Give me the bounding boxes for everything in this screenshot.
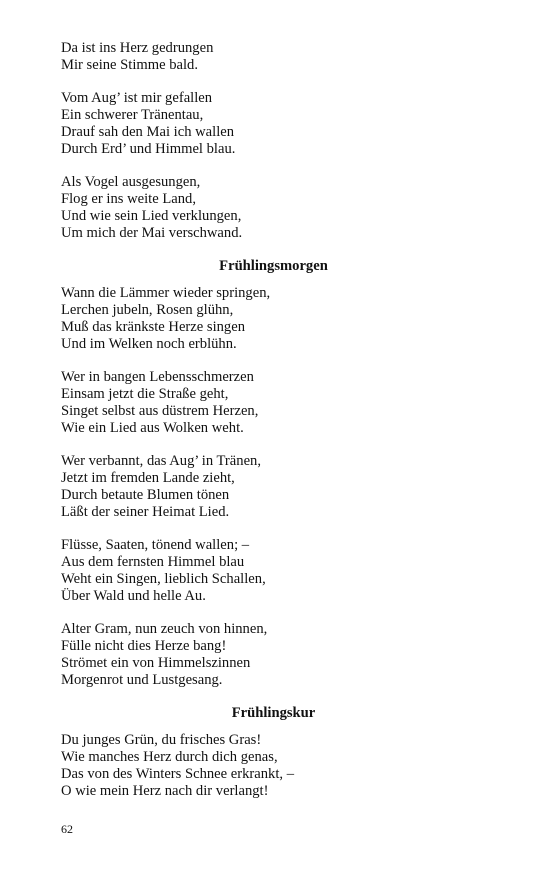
poem-line: Wann die Lämmer wieder springen, [61, 285, 271, 301]
stanza [61, 537, 486, 605]
poem-line: Lerchen jubeln, Rosen glühn, [61, 302, 234, 318]
stanza [61, 621, 486, 689]
poem-line: Muß das kränkste Herze singen [61, 319, 245, 335]
stanza [61, 453, 486, 521]
stanza [61, 285, 486, 353]
poem-line: Das von des Winters Schnee erkrankt, – [61, 766, 294, 782]
poem-line: Drauf sah den Mai ich wallen [61, 124, 235, 140]
poem-line: Als Vogel ausgesungen, [61, 174, 201, 190]
poem-line: Ein schwerer Tränentau, [61, 107, 204, 123]
poem-line: Und wie sein Lied verklungen, [61, 208, 242, 224]
poem-line: Aus dem fernsten Himmel blau [61, 554, 245, 570]
poem-content [61, 40, 486, 800]
stanza [61, 40, 486, 74]
poem-line: Wer in bangen Lebensschmerzen [61, 369, 254, 385]
poem-line: Singet selbst aus düstrem Herzen, [61, 403, 259, 419]
page-number: 62 [61, 822, 73, 836]
poem-title: Frühlingsmorgen [219, 258, 328, 274]
poem-line: Da ist ins Herz gedrungen [61, 40, 214, 56]
stanza [61, 732, 486, 800]
poem-line: Alter Gram, nun zeuch von hinnen, [61, 621, 268, 637]
poem-line: Durch Erd’ und Himmel blau. [61, 141, 236, 157]
poem-line: Um mich der Mai verschwand. [61, 225, 243, 241]
poem-title: Frühlingskur [231, 705, 316, 721]
poem-line: Strömet ein von Himmelszinnen [61, 655, 251, 671]
poem-line: Vom Aug’ ist mir gefallen [61, 90, 213, 106]
poem-line: Fülle nicht dies Herze bang! [61, 638, 227, 654]
poem-line: Jetzt im fremden Lande zieht, [61, 470, 235, 486]
poem-section [61, 258, 486, 689]
poem-line: Du junges Grün, du frisches Gras! [61, 732, 262, 748]
stanza [61, 90, 486, 158]
book-page [61, 40, 486, 816]
poem-line: Weht ein Singen, lieblich Schallen, [61, 571, 266, 587]
poem-line: Morgenrot und Lustgesang. [61, 672, 223, 688]
poem-line: Mir seine Stimme bald. [61, 57, 199, 73]
poem-line: Flüsse, Saaten, tönend wallen; – [61, 537, 250, 553]
poem-line: Läßt der seiner Heimat Lied. [61, 504, 230, 520]
poem-line: Durch betaute Blumen tönen [61, 487, 230, 503]
poem-line: Einsam jetzt die Straße geht, [61, 386, 229, 402]
stanza [61, 369, 486, 437]
poem-line: Wie ein Lied aus Wolken weht. [61, 420, 244, 436]
poem-line: Über Wald und helle Au. [61, 588, 206, 604]
poem-line: Und im Welken noch erblühn. [61, 336, 237, 352]
poem-section [61, 40, 486, 242]
poem-line: Flog er ins weite Land, [61, 191, 196, 207]
poem-line: Wer verbannt, das Aug’ in Tränen, [61, 453, 261, 469]
poem-line: Wie manches Herz durch dich genas, [61, 749, 278, 765]
poem-section [61, 705, 486, 800]
poem-line: O wie mein Herz nach dir verlangt! [61, 783, 269, 799]
stanza [61, 174, 486, 242]
